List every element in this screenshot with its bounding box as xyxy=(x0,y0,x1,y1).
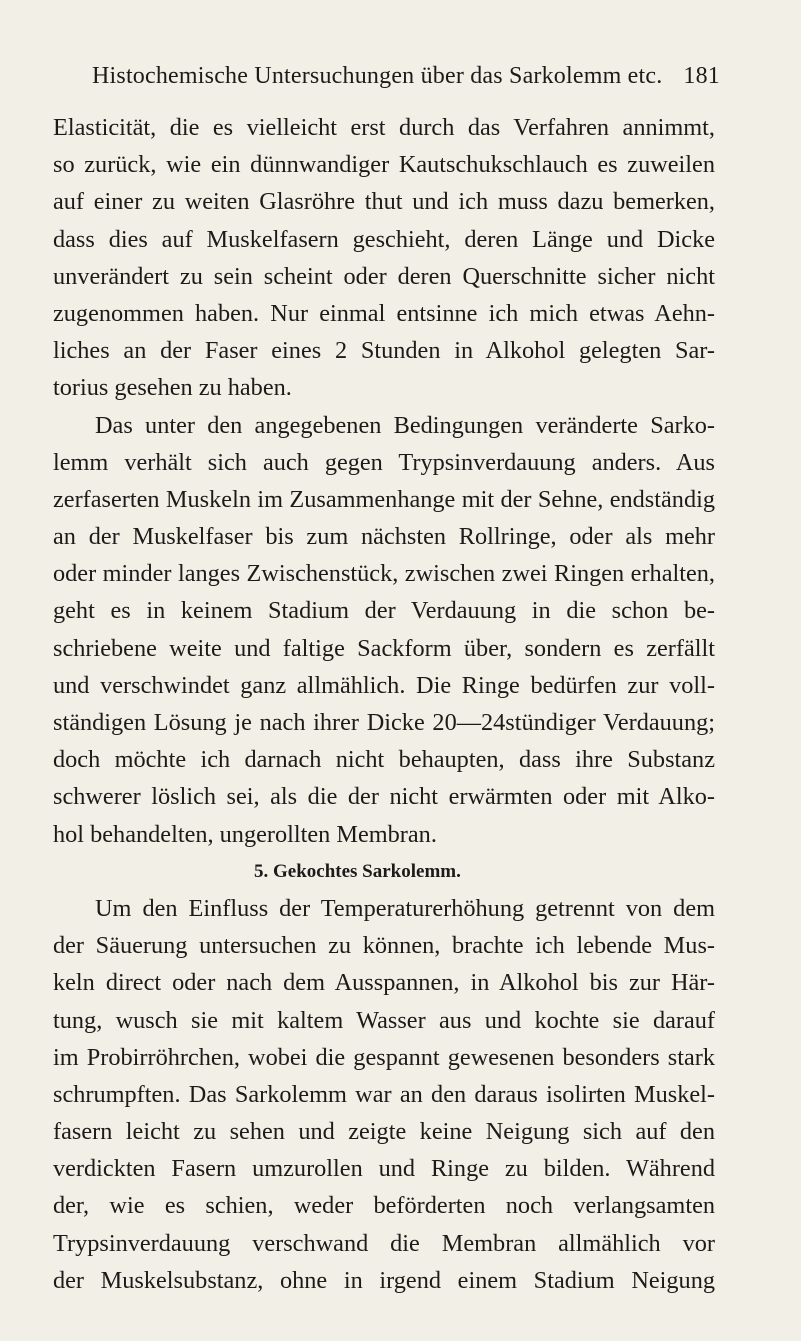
text-line: fasern leicht zu sehen und zeigte keine Neigung sich auf den xyxy=(53,1118,715,1146)
text-line: tung, wusch sie mit kaltem Wasser aus und kochte sie darauf xyxy=(53,1006,715,1034)
section-heading: 5. Gekochtes Sarkolemm. xyxy=(254,860,461,882)
text-line: schriebene weite und faltige Sackform über, sondern es zerfällt xyxy=(53,634,715,662)
text-line: keln direct oder nach dem Ausspannen, in Alkohol bis zur Här- xyxy=(53,969,715,997)
text-line: unverändert zu sein scheint oder deren Querschnitte sicher nicht xyxy=(53,262,715,290)
text-line: lemm verhält sich auch gegen Trypsinverdauung anders. Aus xyxy=(53,448,715,476)
body-text xyxy=(53,109,715,1299)
text-line: zerfaserten Muskeln im Zusammenhange mit der Sehne, endständig xyxy=(53,485,715,513)
text-line: hol behandelten, ungerollten Membran. xyxy=(53,820,437,848)
text-line: oder minder langes Zwischenstück, zwischen zwei Ringen erhalten, xyxy=(53,560,715,588)
text-line: der, wie es schien, weder beförderten noch verlangsamten xyxy=(53,1192,715,1220)
page-number: 181 xyxy=(683,63,720,89)
running-head-title: Histochemische Untersuchungen über das Sarkolemm etc. xyxy=(92,63,663,89)
text-line: ständigen Lösung je nach ihrer Dicke 20—24stündiger Verdauung; xyxy=(53,709,715,736)
text-line: schrumpften. Das Sarkolemm war an den daraus isolirten Muskel- xyxy=(53,1080,715,1108)
text-line: zugenommen haben. Nur einmal entsinne ich mich etwas Aehn- xyxy=(53,299,715,327)
text-line: Trypsinverdauung verschwand die Membran allmählich vor xyxy=(53,1229,715,1257)
text-line: verdickten Fasern umzurollen und Ringe zu bilden. Während xyxy=(53,1155,715,1183)
text-line: Elasticität, die es vielleicht erst durch das Verfahren annimmt, xyxy=(53,114,715,141)
paragraph-first-line: Um den Einfluss der Temperaturerhöhung getrennt von dem xyxy=(95,894,715,922)
text-line: an der Muskelfaser bis zum nächsten Rollringe, oder als mehr xyxy=(53,523,715,551)
text-line: dass dies auf Muskelfasern geschieht, deren Länge und Dicke xyxy=(53,225,715,253)
text-line: so zurück, wie ein dünnwandiger Kautschukschlauch es zuweilen xyxy=(53,151,715,179)
text-line: geht es in keinem Stadium der Verdauung in die schon be- xyxy=(53,597,715,625)
text-line: der Muskelsubstanz, ohne in irgend einem Stadium Neigung xyxy=(53,1266,715,1294)
text-line: liches an der Faser eines 2 Stunden in Alkohol gelegten Sar- xyxy=(53,337,715,365)
text-line: der Säuerung untersuchen zu können, brachte ich lebende Mus- xyxy=(53,932,715,960)
text-line: doch möchte ich darnach nicht behaupten, dass ihre Substanz xyxy=(53,746,715,774)
text-line: und verschwindet ganz allmählich. Die Ringe bedürfen zur voll- xyxy=(53,671,715,699)
text-line: auf einer zu weiten Glasröhre thut und ich muss dazu bemerken, xyxy=(53,188,715,216)
text-line: schwerer löslich sei, als die der nicht erwärmten oder mit Alko- xyxy=(53,783,715,811)
text-line: torius gesehen zu haben. xyxy=(53,374,292,402)
text-line: im Probirröhrchen, wobei die gespannt gewesenen besonders stark xyxy=(53,1043,715,1071)
paragraph-first-line: Das unter den angegebenen Bedingungen veränderte Sarko- xyxy=(95,411,715,439)
running-head xyxy=(92,63,720,90)
